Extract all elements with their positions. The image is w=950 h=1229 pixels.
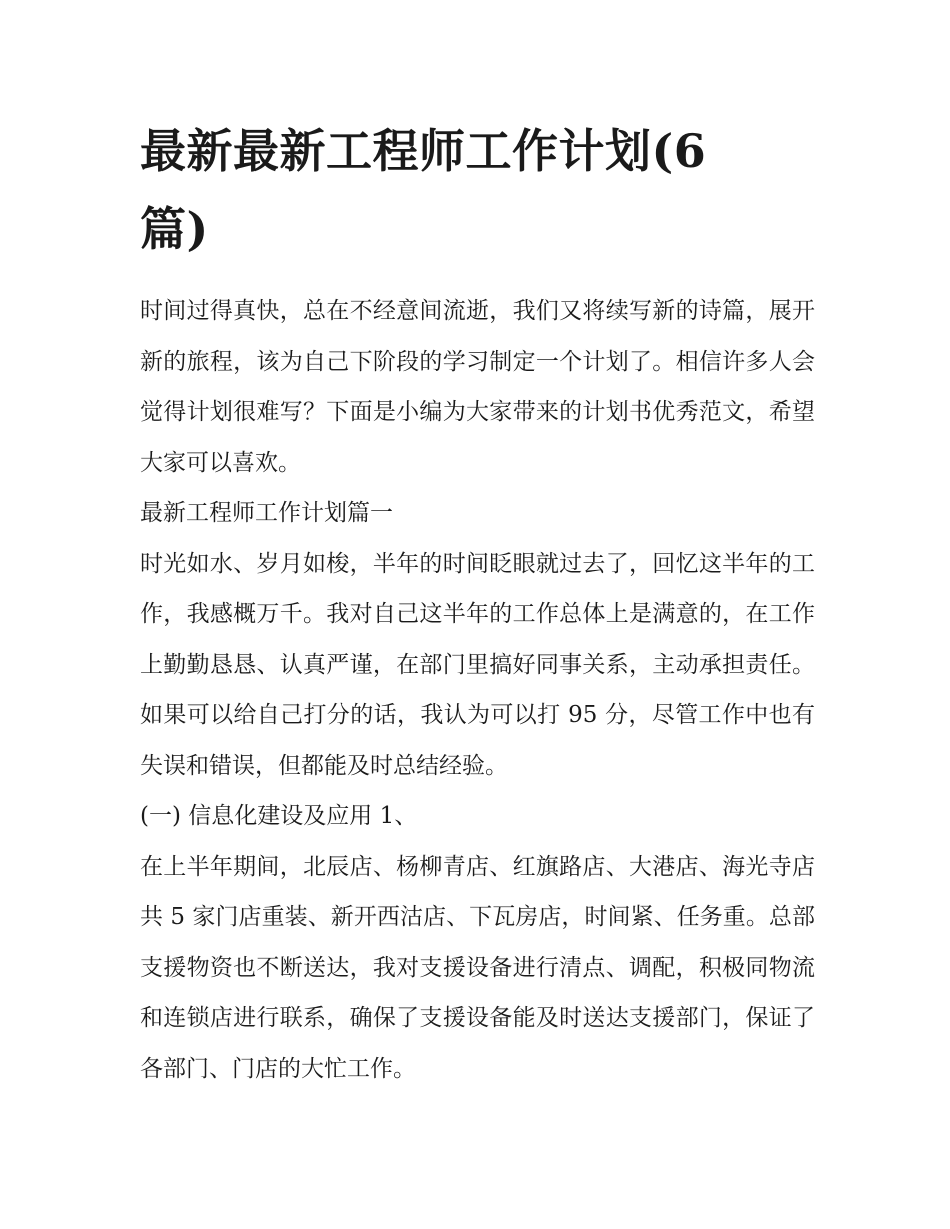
body-paragraph: 在上半年期间，北辰店、杨柳青店、红旗路店、大港店、海光寺店共 5 家门店重装、新开西沽店、下瓦房店，时间紧、任务重。总部支援物资也不断送达，我对支援设备进行清点、调配，积极同物流和连锁店进行联系，确保了支援设备能及时送达支援部门，保证了各部门、门店的大忙工作。	[140, 853, 815, 1082]
document-body	[140, 112, 815, 1094]
body-paragraph: 时光如水、岁月如梭，半年的时间眨眼就过去了，回忆这半年的工作，我感概万千。我对自己这半年的工作总体上是满意的，在工作上勤勤恳恳、认真严谨，在部门里搞好同事关系，主动承担责任。如果可以给自己打分的话，我认为可以打 95 分，尽管工作中也有失误和错误，但都能及时总结经验。	[140, 550, 815, 779]
intro-paragraph: 时间过得真快，总在不经意间流逝，我们又将续写新的诗篇，展开新的旅程，该为自己下阶段的学习制定一个计划了。相信许多人会觉得计划很难写？下面是小编为大家带来的计划书优秀范文，希望大家可以喜欢。	[140, 298, 815, 476]
subsection-heading: (一) 信息化建设及应用 1、	[140, 803, 418, 829]
section-heading: 最新工程师工作计划篇一	[140, 500, 393, 526]
document-title: 最新最新工程师工作计划(6篇)	[140, 124, 707, 256]
